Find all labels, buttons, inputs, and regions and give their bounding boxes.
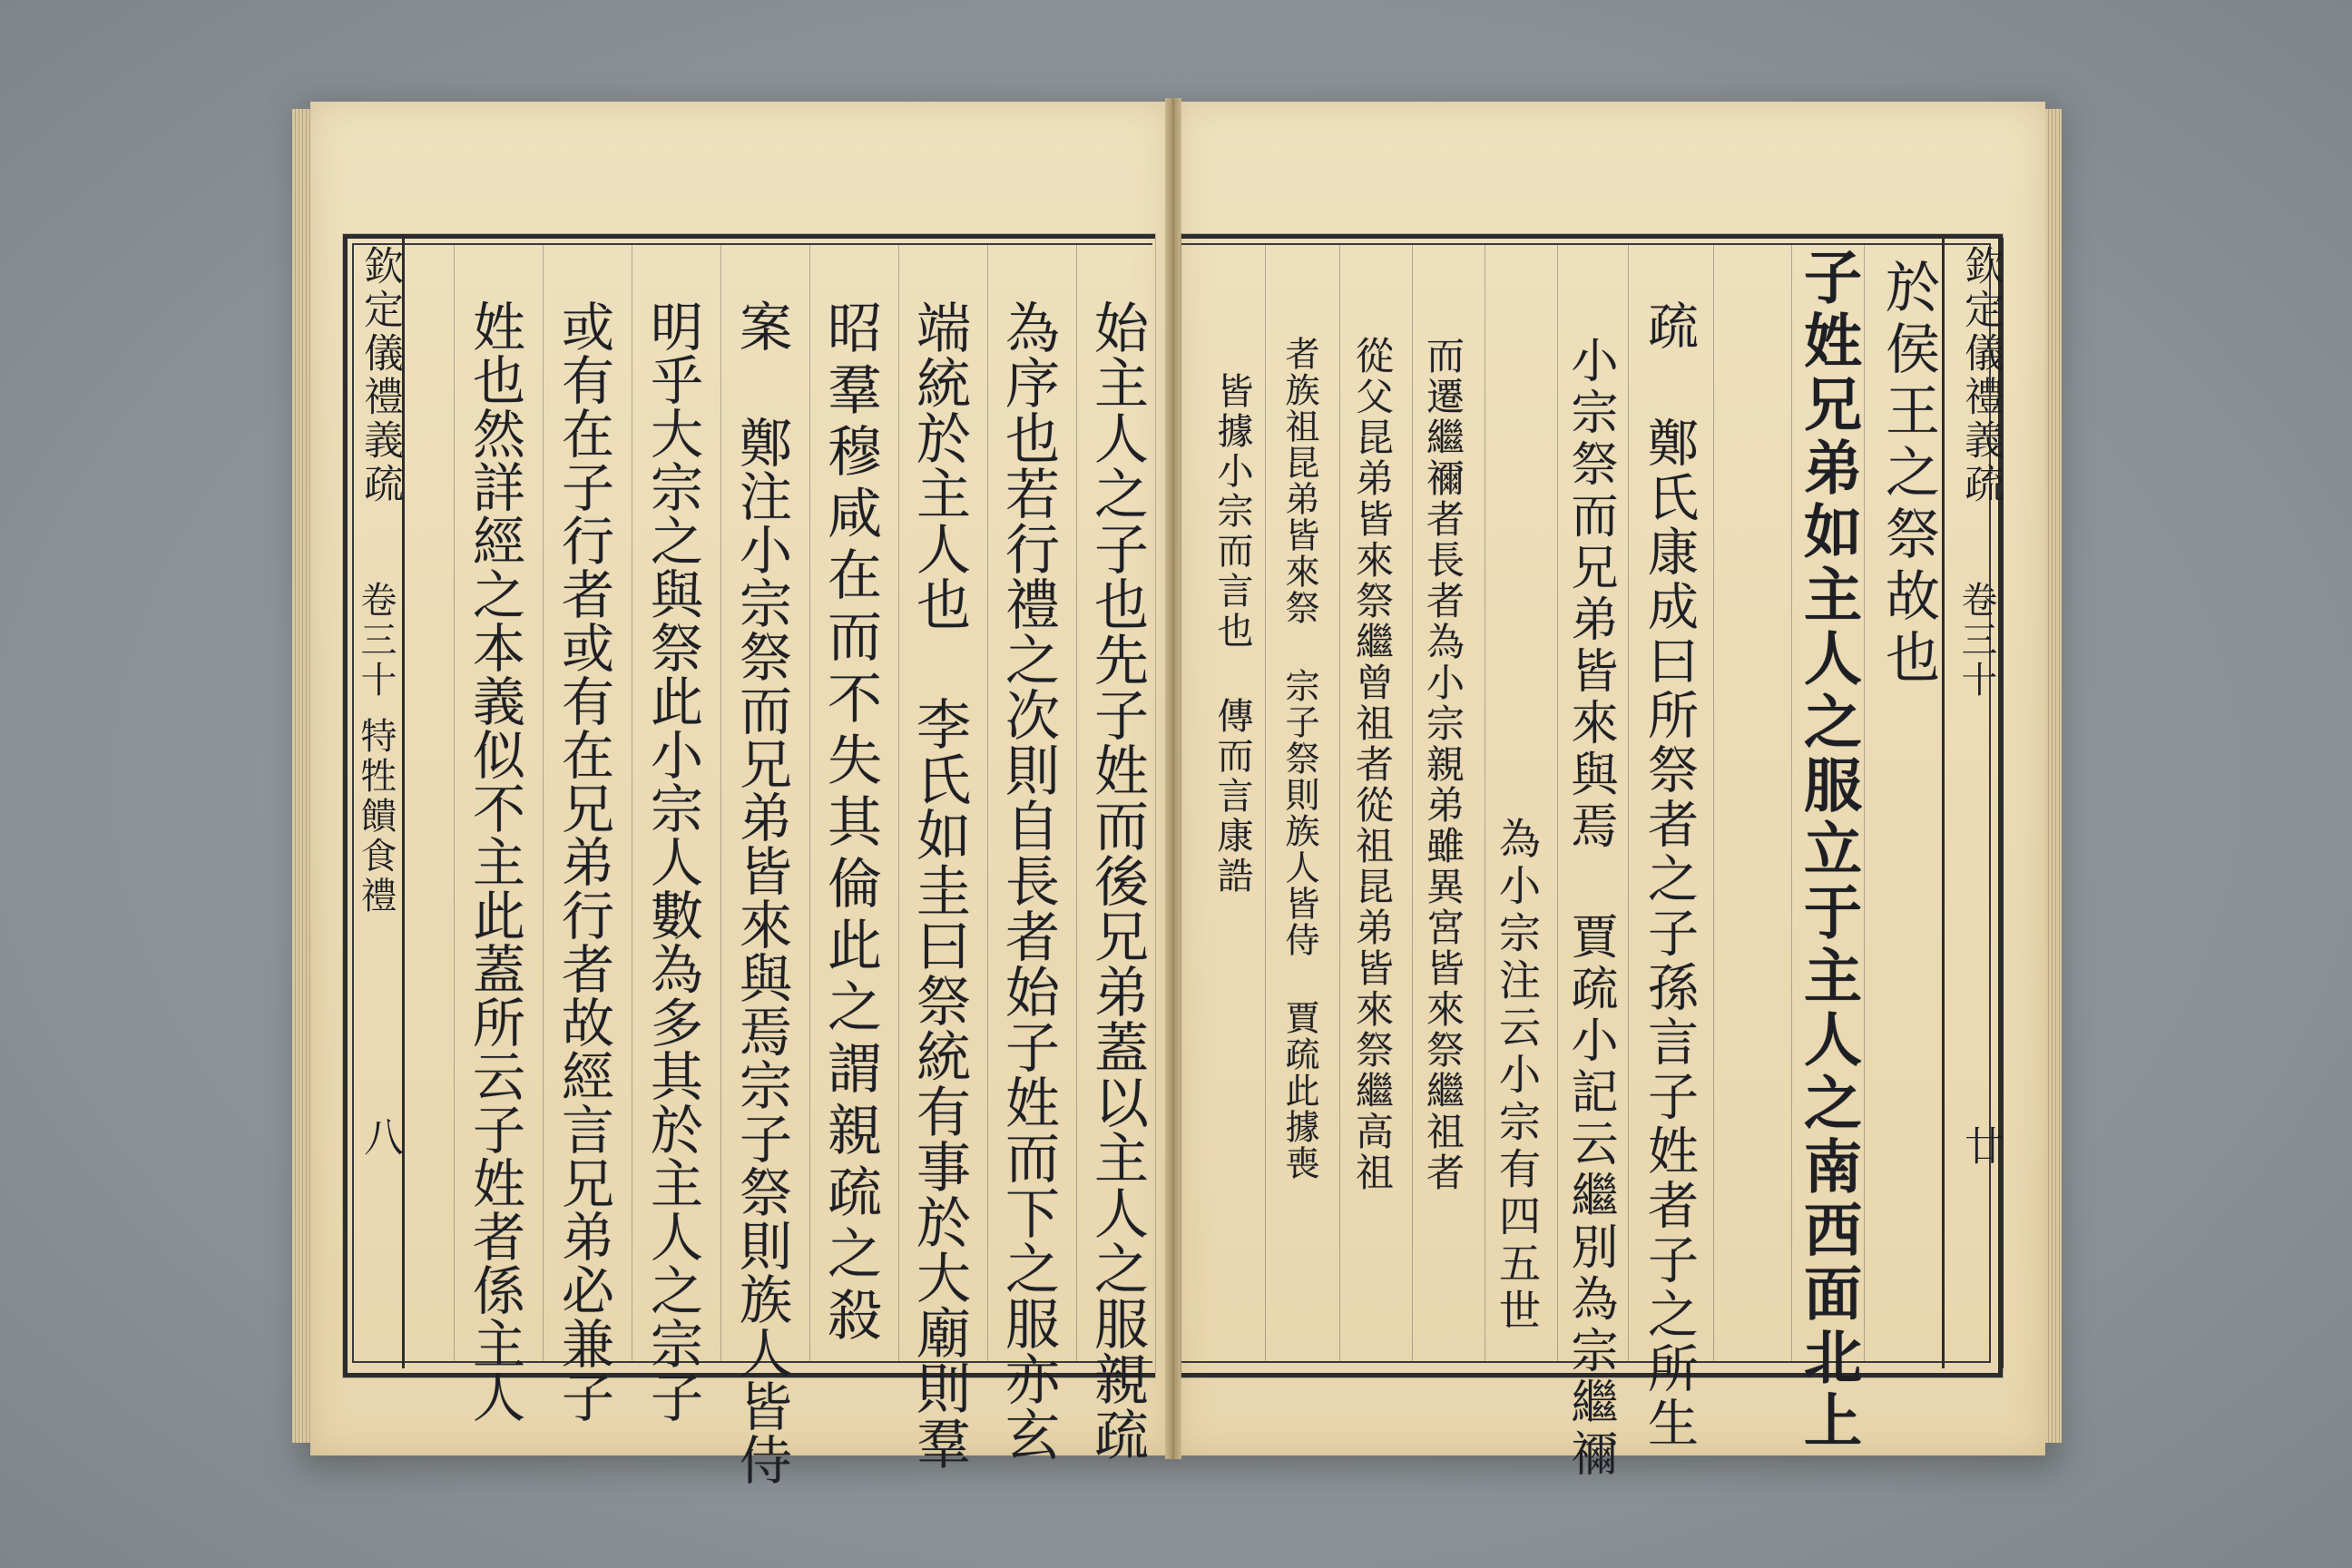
text-column-6: 而遷繼禰者長者為小宗親弟雖異宮皆來祭繼祖者 <box>1421 336 1465 1193</box>
left-banxin-title: 欽定儀禮義疏 <box>357 245 403 506</box>
text-column-8: 者族祖昆弟皆來祭 宗子祭則族人皆侍 賈疏此據喪 <box>1279 336 1319 1181</box>
column-rule <box>454 245 455 1361</box>
column-rule <box>543 245 544 1361</box>
text-column-3: 疏 鄭氏康成曰所祭者之子孫言子姓者子之所生 <box>1640 299 1699 1451</box>
left-text-column-6: 明乎大宗之與祭此小宗人數為多其於主人之宗子 <box>642 299 703 1424</box>
column-rule <box>1265 245 1266 1361</box>
column-rule <box>1713 245 1714 1361</box>
text-column-1: 於侯王之祭故也 <box>1877 259 1940 691</box>
left-text-column-1: 始主人之子也先子姓而後兄弟蓋以主人之服親疏 <box>1085 299 1149 1462</box>
left-text-column-3: 端統於主人也 李氏如圭曰祭統有事於大廟則羣 <box>907 299 971 1471</box>
left-text-column-5: 案 鄭注小宗祭而兄弟皆來與焉宗子祭則族人皆侍 <box>730 299 792 1486</box>
text-column-2: 子姓兄弟如主人之服立于主人之南西面北上 <box>1794 247 1862 1454</box>
text-column-7: 從父昆弟皆來祭繼曾祖者從祖昆弟皆來祭繼高祖 <box>1350 336 1395 1193</box>
left-banxin-chapter: 特牲饋食禮 <box>355 717 397 916</box>
right-banxin-title: 欽定儀禮義疏 <box>1957 245 2004 506</box>
column-rule <box>1076 245 1077 1361</box>
column-rule <box>1412 245 1413 1361</box>
column-rule <box>1339 245 1340 1361</box>
left-banxin-juan: 卷三十 <box>355 581 397 701</box>
right-banxin-juan: 卷三十 <box>1955 581 1997 701</box>
column-rule <box>1557 245 1558 1361</box>
column-rule <box>987 245 988 1361</box>
right-banxin-page-number: 廿 <box>1957 1125 2004 1169</box>
text-column-4: 小宗祭而兄弟皆來與焉 賈疏小記云繼別為宗繼禰 <box>1563 336 1617 1481</box>
book-gutter <box>1165 98 1181 1459</box>
text-column-5: 為小宗注云小宗有四五世 <box>1493 817 1542 1336</box>
left-text-column-2: 為序也若行禮之次則自長者始子姓而下之服亦玄 <box>996 299 1060 1462</box>
left-text-column-8: 姓也然詳經之本義似不主此蓋所云子姓者係主人 <box>464 299 525 1424</box>
column-rule <box>1864 245 1865 1361</box>
left-text-column-4: 昭羣穆咸在而不失其倫此之謂親疏之殺 <box>818 299 882 1348</box>
column-rule <box>1791 245 1792 1361</box>
column-rule <box>898 245 899 1361</box>
left-text-column-7: 或有在子行者或有在兄弟行者故經言兄弟必兼子 <box>553 299 614 1424</box>
column-rule <box>1628 245 1629 1361</box>
text-column-9: 皆據小宗而言也 傳而言康誥 <box>1211 372 1253 897</box>
left-banxin-page-number: 八 <box>357 1116 403 1160</box>
column-rule <box>720 245 721 1361</box>
column-rule <box>809 245 810 1361</box>
